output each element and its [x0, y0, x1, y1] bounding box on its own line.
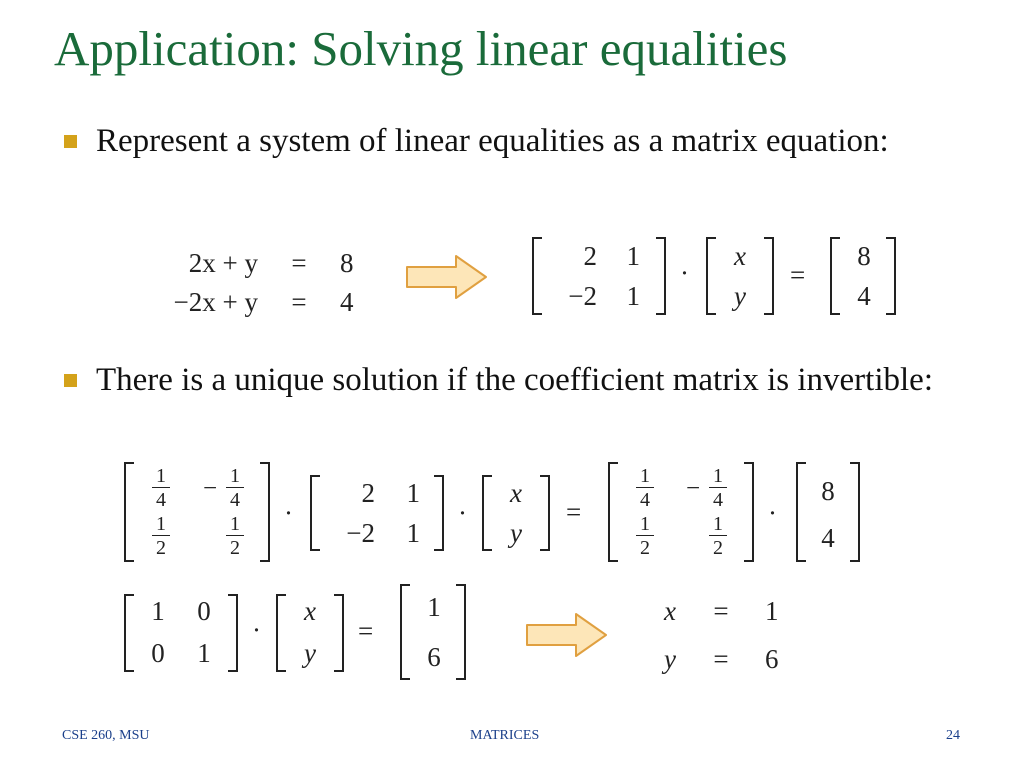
fraction: 1 4: [636, 466, 654, 510]
equals-sign: =: [790, 260, 806, 290]
right-bracket: [744, 462, 754, 562]
vector-cell: 4: [857, 281, 871, 311]
footer-course: CSE 260, MSU: [62, 728, 150, 743]
left-bracket: [482, 475, 492, 551]
vector-cell: y: [304, 638, 316, 668]
right-bracket: [886, 237, 896, 315]
solution-value: 1: [765, 596, 779, 626]
matrix-cell: 1: [197, 638, 211, 668]
bullet-text: Represent a system of linear equalities as a matrix equation:: [96, 123, 889, 159]
equation-equals: =: [291, 248, 307, 278]
matrix-cell: 1: [406, 478, 420, 508]
bullet-item: [96, 118, 936, 165]
equation-lhs: 2x + y: [188, 248, 258, 278]
right-bracket: [334, 594, 344, 672]
solution-variable: x: [664, 596, 676, 626]
matrix-cell: 0: [197, 596, 211, 626]
dot-operator: ·: [252, 615, 261, 645]
right-bracket: [656, 237, 666, 315]
left-bracket: [608, 462, 618, 562]
fraction: 1 4: [709, 466, 727, 510]
matrix-cell: 2: [583, 241, 597, 271]
vector-cell: y: [734, 281, 746, 311]
equation-lhs: −2x + y: [173, 287, 258, 317]
matrix-cell: 1: [626, 241, 640, 271]
matrix-cell: 1: [151, 596, 165, 626]
minus-sign: −: [203, 475, 218, 502]
right-bracket: [260, 462, 270, 562]
vector-cell: 8: [857, 241, 871, 271]
slide-title: Application: Solving linear equalities: [54, 21, 788, 76]
vector-cell: 8: [821, 476, 835, 506]
matrix-cell: 2: [361, 478, 375, 508]
right-arrow-icon: [524, 610, 610, 660]
left-bracket: [830, 237, 840, 315]
left-bracket: [400, 584, 410, 680]
equals-sign: =: [566, 497, 582, 527]
left-bracket: [706, 237, 716, 315]
fraction: 1 2: [226, 514, 244, 558]
vector-cell: x: [304, 596, 316, 626]
minus-sign: −: [686, 475, 701, 502]
square-bullet-icon: [64, 135, 77, 148]
solution-value: 6: [765, 644, 779, 674]
vector-cell: 1: [427, 592, 441, 622]
matrix-cell: 0: [151, 638, 165, 668]
dot-operator: ·: [458, 498, 467, 528]
matrix-cell: 1: [626, 281, 640, 311]
equation-rhs: 4: [340, 287, 354, 317]
bullet-text: There is a unique solution if the coefficient matrix is invertible:: [96, 362, 933, 398]
equation-equals: =: [291, 287, 307, 317]
right-arrow-icon: [404, 252, 490, 302]
footer-topic: MATRICES: [470, 728, 540, 743]
left-bracket: [124, 594, 134, 672]
slide-number: 24: [946, 728, 960, 743]
matrix-cell: −2: [568, 281, 597, 311]
right-bracket: [540, 475, 550, 551]
matrix-cell: −2: [346, 518, 375, 548]
solution-variable: y: [664, 644, 676, 674]
solution-equals: =: [713, 596, 729, 626]
right-bracket: [456, 584, 466, 680]
dot-operator: ·: [680, 258, 689, 288]
left-bracket: [532, 237, 542, 315]
fraction: 1 2: [636, 514, 654, 558]
vector-cell: x: [510, 478, 522, 508]
vector-cell: x: [734, 241, 746, 271]
right-bracket: [850, 462, 860, 562]
fraction: 1 2: [709, 514, 727, 558]
fraction: 1 4: [152, 466, 170, 510]
dot-operator: ·: [768, 498, 777, 528]
right-bracket: [764, 237, 774, 315]
square-bullet-icon: [64, 374, 77, 387]
left-bracket: [796, 462, 806, 562]
fraction: 1 4: [226, 466, 244, 510]
solution-equals: =: [713, 644, 729, 674]
dot-operator: ·: [284, 498, 293, 528]
matrix-cell: 1: [406, 518, 420, 548]
left-bracket: [310, 475, 320, 551]
equation-rhs: 8: [340, 248, 354, 278]
right-bracket: [434, 475, 444, 551]
vector-cell: 6: [427, 642, 441, 672]
equals-sign: =: [358, 616, 374, 646]
left-bracket: [276, 594, 286, 672]
left-bracket: [124, 462, 134, 562]
fraction: 1 2: [152, 514, 170, 558]
bullet-item: [96, 357, 936, 404]
right-bracket: [228, 594, 238, 672]
vector-cell: 4: [821, 523, 835, 553]
vector-cell: y: [510, 518, 522, 548]
